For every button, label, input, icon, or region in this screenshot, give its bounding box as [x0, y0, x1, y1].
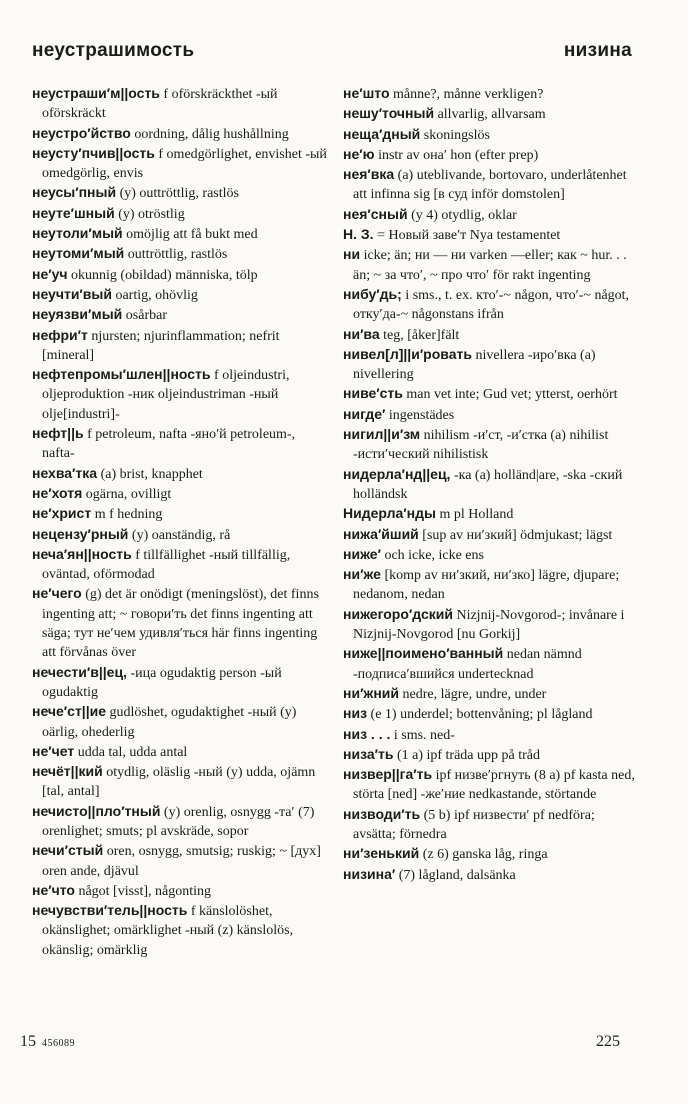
entry-headword: нея′вка: [343, 166, 395, 183]
entry-headword: низа′ть: [343, 745, 394, 762]
entry-definition: månne?, månne verkligen?: [389, 87, 544, 102]
entry-headword: не′што: [343, 85, 390, 101]
dictionary-entry: [343, 205, 641, 225]
entry-headword: неустраши′м||ость: [32, 85, 160, 101]
entry-definition: (e 1) underdel; bottenvåning; pl lågland: [367, 707, 593, 723]
entry-definition: f känslolöshet, okänslighet; omärklighet -ный (z) känslolös, okänslig; omärklig: [42, 904, 294, 958]
entry-definition: f oförskräckthet -ый oförskräckt: [42, 87, 278, 122]
dictionary-entry: [343, 345, 641, 385]
entry-headword: нивел[л]||и′ровать: [343, 345, 472, 362]
entry-headword: низина′: [343, 865, 396, 882]
entry-definition: okunnig (obildad) människa, tölp: [67, 267, 258, 283]
entry-headword: неутоми′мый: [32, 245, 125, 262]
entry-definition: [komp av ни′зкий, ни′зко] lägre, djupare; nedanom, nedan: [353, 568, 620, 603]
entry-headword: нефт||ь: [32, 425, 84, 442]
dictionary-entry: [32, 244, 328, 264]
entry-definition: man vet inte; Gud vet; ytterst, oerhört: [402, 387, 618, 403]
dictionary-entry: [32, 545, 328, 585]
entry-definition: (g) det är onödigt (meningslöst), det finns ingenting att; ~ говори′ть det finns ingenting att säga; тут не′чем удивля′ться här finns ingenting att förvånas över: [42, 587, 319, 661]
right-column: [343, 84, 641, 885]
dictionary-entry: [343, 865, 641, 885]
entry-definition: instr av она′ hon (efter prep): [374, 147, 539, 163]
entry-definition: teg, [åker]fält: [379, 327, 460, 343]
entry-definition: gudlöshet, ogudaktighet -ный (y) oärlig, ohederlig: [42, 705, 297, 740]
left-column: [32, 84, 328, 960]
dictionary-entry: [32, 702, 328, 742]
entry-headword: низ: [343, 705, 368, 722]
entry-definition: udda tal, udda antal: [74, 744, 188, 760]
dictionary-entry: [32, 484, 328, 504]
entry-definition: f oljeindustri, oljeproduktion -ник oljeindustriman -ный olje[industri]-: [42, 368, 290, 422]
dictionary-entry: [343, 605, 641, 645]
entry-definition: f petroleum, nafta -яно′й petroleum-, nafta-: [42, 427, 296, 462]
entry-definition: otydlig, oläslig -ный (y) udda, ojämn [tal, antal]: [42, 765, 316, 800]
entry-headword: не′уч: [32, 265, 68, 282]
entry-definition: ipf низве′ргнуть (8 a) pf kasta ned, störta [ned] -же′ние nedkastande, störtande: [353, 768, 635, 803]
dictionary-entry: [32, 365, 328, 424]
entry-definition: = Новый заве′т Nya testamentet: [373, 228, 561, 244]
signature-mark: [20, 1033, 75, 1051]
entry-headword: нея′сный: [343, 205, 408, 222]
entry-headword: неуте′шный: [32, 204, 115, 221]
entry-definition: i sms. ned-: [390, 727, 455, 743]
entry-definition: ingenstädes: [385, 407, 455, 423]
entry-definition: njursten; njurinflammation; nefrit [mineral]: [42, 328, 280, 363]
entry-definition: f omedgörlighet, envishet -ый omedgörlig, envis: [42, 146, 327, 182]
entry-headword: нигил||и′зм: [343, 426, 421, 443]
dictionary-entry: [343, 844, 641, 864]
dictionary-entry: [343, 765, 641, 805]
dictionary-entry: [32, 144, 328, 184]
entry-definition: (y) otröstlig: [114, 206, 185, 222]
dictionary-entry: [32, 124, 328, 144]
dictionary-entry: [32, 84, 328, 124]
entry-definition: Nizjnij-Novgorod-; invånare i Nizjnij-Novgorod [nu Gorkij]: [353, 607, 625, 643]
dictionary-entry: [32, 742, 328, 762]
entry-headword: нецензу′рный: [32, 525, 129, 542]
entry-headword: ниже′: [343, 545, 381, 562]
entry-headword: нече′ст||ие: [32, 703, 107, 720]
entry-definition: något [visst], någonting: [74, 883, 212, 899]
dictionary-entry: [343, 405, 641, 425]
entry-headword: не′что: [32, 881, 75, 898]
entry-headword: неуязви′мый: [32, 306, 123, 323]
entry-definition: i sms., t. ex. кто′-~ någon, что′-~ något, отку′да-~ någonstans ifrån: [353, 287, 630, 323]
entry-definition: f tillfällighet -ный tillfällig, oväntad, oförmodad: [42, 547, 291, 583]
header-last-word: низина: [563, 40, 632, 61]
entry-headword: неусы′пный: [32, 184, 117, 201]
entry-headword: нидерла′нд||ец,: [343, 465, 451, 482]
entry-headword: низводи′ть: [343, 805, 421, 822]
dictionary-entry: [343, 285, 641, 325]
entry-headword: нешу′точный: [343, 105, 435, 122]
entry-headword: нефтепромы′шлен||ность: [32, 366, 211, 383]
dictionary-entry: [32, 901, 328, 960]
entry-definition: (y) outtröttlig, rastlös: [116, 186, 239, 202]
entry-headword: нефри′т: [32, 326, 88, 343]
dictionary-entry: [343, 525, 641, 545]
dictionary-entry: [32, 762, 328, 802]
entry-definition: m f hedning: [91, 507, 163, 523]
dictionary-entry: [343, 165, 641, 205]
entry-headword: не′хотя: [32, 484, 83, 501]
entry-headword: неучти′вый: [32, 285, 112, 302]
dictionary-entry: [32, 326, 328, 366]
entry-headword: нехва′тка: [32, 464, 98, 481]
entry-definition: (a) brist, knapphet: [97, 466, 203, 482]
entry-headword: не′чего: [32, 585, 82, 602]
entry-definition: (y 4) otydlig, oklar: [407, 207, 517, 223]
entry-headword: не′христ: [32, 505, 92, 522]
entry-definition: omöjlig att få bukt med: [122, 227, 258, 243]
dictionary-entry: [32, 663, 328, 703]
entry-headword: неусту′пчив||ость: [32, 144, 155, 161]
dictionary-entry: [343, 384, 641, 404]
entry-headword: неутоли′мый: [32, 225, 123, 242]
print-code: 456089: [42, 1038, 75, 1049]
entry-headword: Н. З.: [343, 226, 374, 243]
dictionary-entry: [32, 464, 328, 484]
entry-headword: ни: [343, 246, 361, 263]
dictionary-entry: [343, 125, 641, 145]
entry-definition: skoningslös: [420, 127, 490, 143]
entry-headword: нечи′стый: [32, 842, 104, 859]
entry-headword: Нидерла′нды: [343, 505, 436, 522]
entry-definition: oren, osnygg, smutsig; ruskig; ~ [дух] oren ande, djävul: [42, 844, 321, 879]
entry-definition: (y) orenlig, osnygg -та′ (7) orenlighet; smuts; pl avskräde, sopor: [42, 804, 315, 839]
dictionary-entry: [343, 704, 641, 724]
dictionary-entry: [32, 183, 328, 203]
signature-number: 15: [20, 1033, 36, 1050]
dictionary-entry: [32, 525, 328, 545]
entry-headword: ниве′сть: [343, 385, 403, 402]
entry-definition: nivellera -иро′вка (a) nivellering: [353, 347, 596, 383]
entry-headword: ни′же: [343, 566, 381, 583]
entry-definition: [sup av ни′зкий] ödmjukast; lägst: [418, 527, 613, 543]
entry-headword: нибу′дь;: [343, 285, 402, 302]
dictionary-entry: [343, 325, 641, 345]
entry-headword: нечести′в||ец,: [32, 663, 127, 680]
entry-headword: не′ю: [343, 145, 375, 162]
dictionary-entry: [32, 584, 328, 662]
entry-headword: неустро′йство: [32, 124, 131, 141]
entry-headword: низ . . .: [343, 725, 391, 742]
dictionary-entry: [343, 425, 641, 465]
dictionary-entry: [343, 684, 641, 704]
dictionary-entry: [343, 745, 641, 765]
dictionary-entry: [32, 881, 328, 901]
dictionary-entry: [343, 465, 641, 505]
entry-headword: ни′зенький: [343, 845, 420, 862]
entry-definition: nedan nämnd -подписа′вшийся undertecknad: [353, 647, 582, 682]
entry-definition: icke; än; ни — ни varken —eller; как ~ hur. . . än; ~ за что′, ~ про что′ för rakt ingenting: [353, 248, 627, 283]
entry-definition: (z 6) ganska låg, ringa: [419, 847, 548, 863]
entry-headword: низвер||га′ть: [343, 766, 433, 783]
entry-definition: (1 a) ipf träda upp på tråd: [393, 747, 541, 763]
entry-definition: (y) oanständig, rå: [128, 527, 231, 543]
running-header: [32, 40, 632, 74]
dictionary-entry: [32, 504, 328, 524]
entry-definition: osårbar: [122, 308, 167, 324]
dictionary-entry: [343, 84, 641, 104]
entry-headword: нигде′: [343, 405, 386, 422]
entry-definition: och icke, icke ens: [380, 547, 484, 563]
entry-headword: ниже||поимено′ванный: [343, 645, 504, 662]
dictionary-entry: [343, 644, 641, 684]
entry-headword: нижегоро′дский: [343, 605, 453, 622]
entry-definition: (a) uteblivande, bortovaro, underlåtenhet att infinna sig [в суд inför domstolen]: [353, 168, 627, 203]
entry-headword: нечa′ян||ность: [32, 545, 132, 562]
dictionary-entry: [32, 285, 328, 305]
page-footer: [20, 1033, 620, 1051]
entry-headword: неща′дный: [343, 125, 421, 142]
dictionary-entry: [32, 424, 328, 464]
entry-headword: ни′жний: [343, 684, 400, 701]
dictionary-entry: [343, 504, 641, 524]
dictionary-entry: [343, 545, 641, 565]
entry-definition: -ица ogudaktig person -ый ogudaktig: [42, 665, 282, 700]
dictionary-entry: [343, 145, 641, 165]
entry-definition: nihilism -и′ст, -и′стка (a) nihilist -исти′ческий nihilistisk: [353, 428, 609, 463]
entry-definition: ogärna, ovilligt: [82, 486, 172, 502]
entry-headword: ни′ва: [343, 325, 380, 342]
dictionary-entry: [343, 104, 641, 124]
entry-definition: (7) lågland, dalsänka: [395, 867, 516, 883]
entry-definition: (5 b) ipf низвести′ pf nedföra; avsätta; förnedra: [353, 807, 595, 842]
dictionary-entry: [32, 204, 328, 224]
dictionary-entry: [343, 805, 641, 845]
entry-headword: не′чет: [32, 742, 75, 759]
page-number: 225: [596, 1033, 620, 1050]
dictionary-entry: [343, 245, 641, 285]
dictionary-entry: [343, 725, 641, 745]
entry-definition: nedre, lägre, undre, under: [399, 686, 547, 702]
entry-definition: allvarlig, allvarsam: [434, 107, 546, 123]
entry-definition: oordning, dålig hushållning: [130, 126, 289, 142]
dictionary-entry: [32, 802, 328, 842]
entry-definition: -ка (a) holländ|are, -ska -ский holländsk: [353, 467, 623, 502]
header-first-word: неустрашимость: [32, 40, 195, 61]
dictionary-entry: [343, 225, 641, 245]
dictionary-entry: [343, 565, 641, 605]
entry-definition: m pl Holland: [435, 507, 514, 523]
dictionary-entry: [32, 265, 328, 285]
entry-definition: oartig, ohövlig: [111, 287, 198, 303]
entry-headword: нечёт||кий: [32, 763, 103, 780]
entry-headword: нечисто||пло′тный: [32, 802, 161, 819]
entry-headword: нечувстви′тель||ность: [32, 902, 188, 919]
dictionary-entry: [32, 841, 328, 881]
entry-headword: нижа′йший: [343, 525, 419, 542]
dictionary-entry: [32, 305, 328, 325]
entry-definition: outtröttlig, rastlös: [124, 247, 228, 263]
dictionary-entry: [32, 224, 328, 244]
